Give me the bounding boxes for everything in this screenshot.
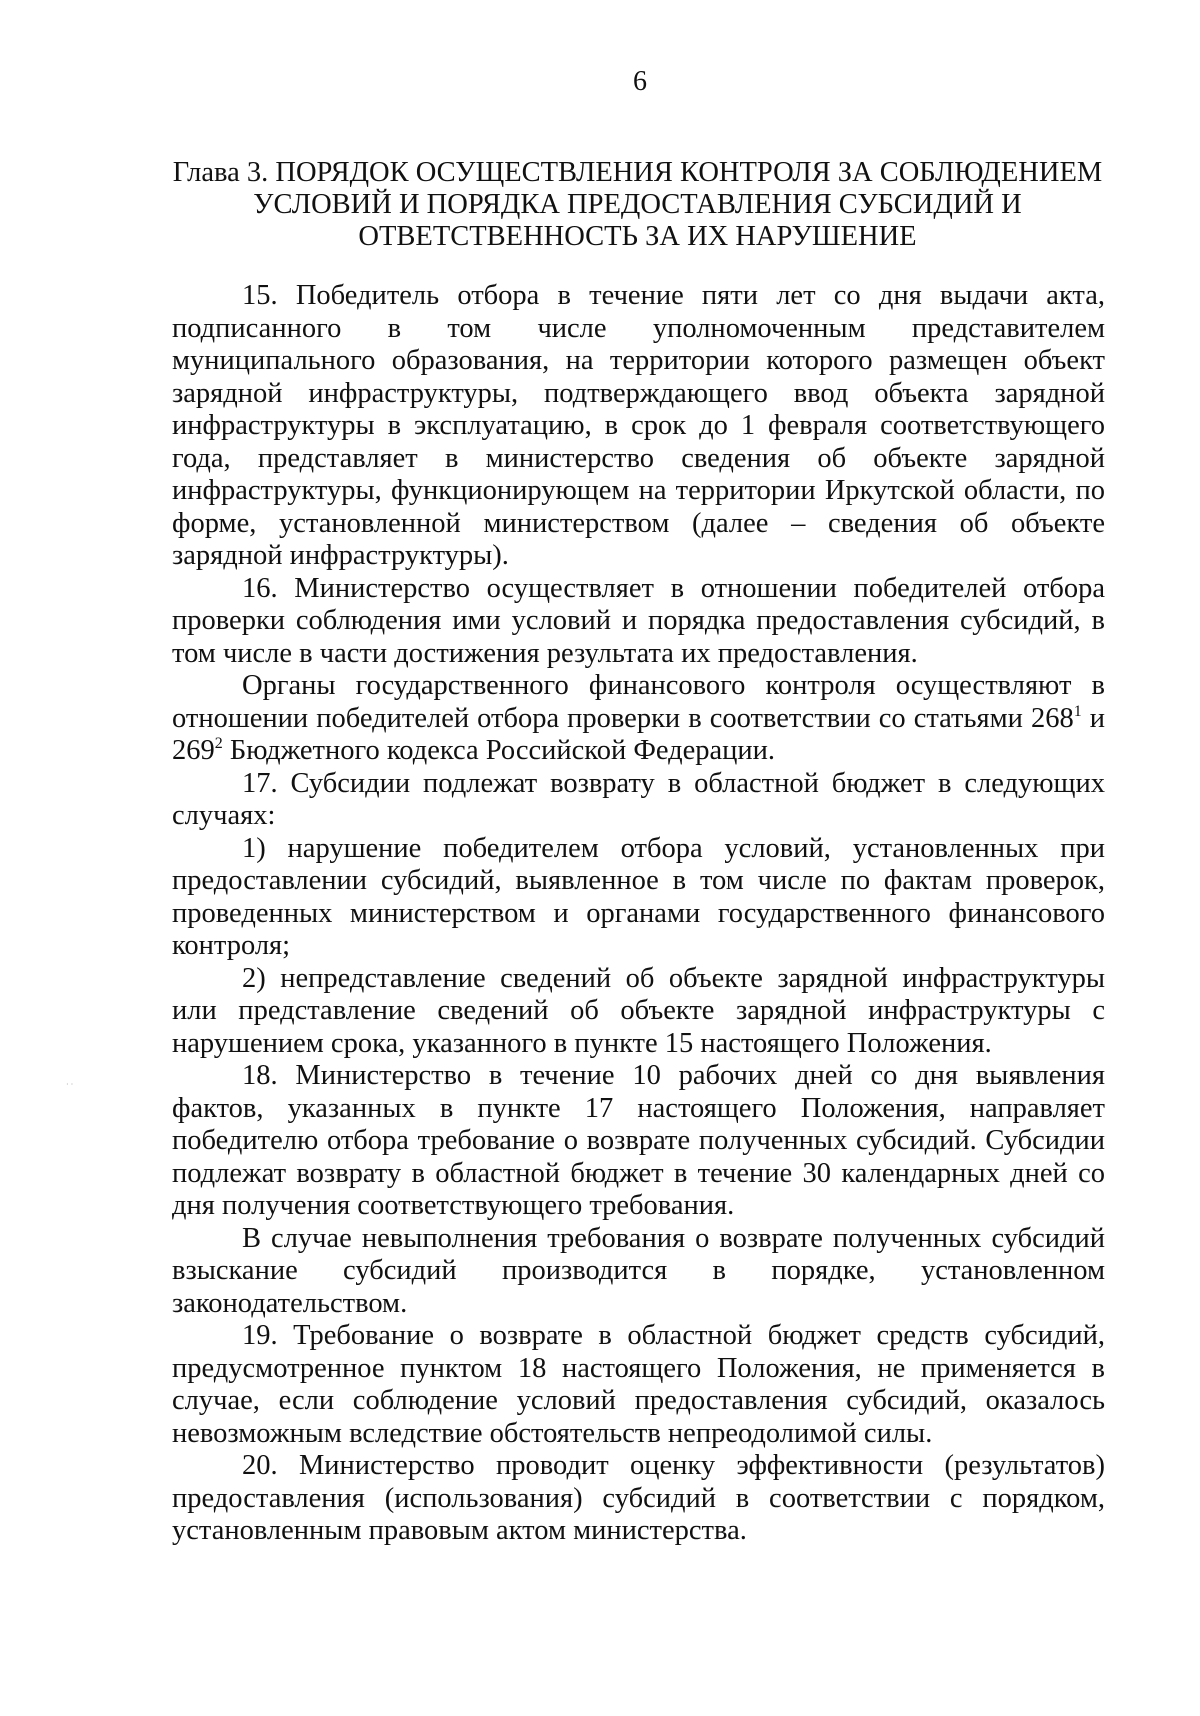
chapter-title-line-3: ОТВЕТСТВЕННОСТЬ ЗА ИХ НАРУШЕНИЕ bbox=[358, 221, 917, 252]
paragraph-18: 18. Министерство в течение 10 рабочих дней со дня выявления фактов, указанных в пункте 17 настоящего Положения, направляет победителю отбора требование о возврате полученных субсидий. Субсидии подлежат возврату в областной бюджет в течение 30 календарных дней со дня получения соответствующего требования. bbox=[172, 1060, 1105, 1221]
paragraph-18-recovery: В случае невыполнения требования о возврате полученных субсидий взыскание субсидий производится в порядке, установленном законодательством. bbox=[172, 1222, 1105, 1319]
paragraph-16-control bbox=[172, 670, 1105, 768]
paragraph-16-control-text-1: Органы государственного финансового контроля осуществляют в отношении победителей отбора проверки в соответствии со статьями 268 bbox=[172, 670, 1105, 734]
paragraph-17: 17. Субсидии подлежат возврату в областной бюджет в следующих случаях: bbox=[172, 767, 1105, 831]
chapter-title-line-1: Глава 3. ПОРЯДОК ОСУЩЕСТВЛЕНИЯ КОНТРОЛЯ ЗА СОБЛЮДЕНИЕМ bbox=[172, 157, 1103, 188]
paragraph-16-control-text-3: Бюджетного кодекса Российской Федерации. bbox=[222, 735, 776, 766]
footnote-superscript-2: 2 bbox=[214, 735, 223, 752]
paragraph-17-item-2: 2) непредставление сведений об объекте зарядной инфраструктуры или представление сведений об объекте зарядной инфраструктуры с нарушением срока, указанного в пункте 15 настоящего Положения. bbox=[172, 962, 1105, 1059]
scan-artifact: · · bbox=[66, 1080, 74, 1089]
page-number: 6 bbox=[633, 66, 647, 97]
paragraph-19: 19. Требование о возврате в областной бюджет средств субсидий, предусмотренное пунктом 18 настоящего Положения, не применяется в случае, если соблюдение условий предоставления субсидий, оказалось невозможным вследствие обстоятельств непреодолимой силы. bbox=[172, 1320, 1105, 1449]
footnote-superscript-1: 1 bbox=[1073, 702, 1082, 720]
paragraph-15: 15. Победитель отбора в течение пяти лет со дня выдачи акта, подписанного в том числе уполномоченным представителем муниципального образования, на территории которого размещен объект зарядной инфраструктуры, подтверждающего ввод объекта зарядной инфраструктуры в эксплуатацию, в срок до 1 февраля соответствующего года, представляет в министерство сведения об объекте зарядной инфраструктуры, функционирующем на территории Иркутской области, по форме, установленной министерством (далее – сведения об объекте зарядной инфраструктуры). bbox=[172, 280, 1105, 571]
paragraph-20: 20. Министерство проводит оценку эффективности (результатов) предоставления (использования) субсидий в соответствии с порядком, установленным правовым актом министерства. bbox=[172, 1450, 1105, 1546]
paragraph-16-control-text-2: и 269 bbox=[172, 702, 1105, 766]
document-body bbox=[172, 280, 1105, 1548]
chapter-title bbox=[170, 157, 1105, 253]
chapter-title-line-2: УСЛОВИЙ И ПОРЯДКА ПРЕДОСТАВЛЕНИЯ СУБСИДИЙ И bbox=[253, 189, 1022, 220]
paragraph-17-item-1: 1) нарушение победителем отбора условий, установленных при предоставлении субсидий, выявленное в том числе по фактам проверок, проведенных министерством и органами государственного финансового контроля; bbox=[172, 832, 1105, 961]
paragraph-16: 16. Министерство осуществляет в отношении победителей отбора проверки соблюдения ими условий и порядка предоставления субсидий, в том числе в части достижения результата их предоставления. bbox=[172, 572, 1105, 669]
